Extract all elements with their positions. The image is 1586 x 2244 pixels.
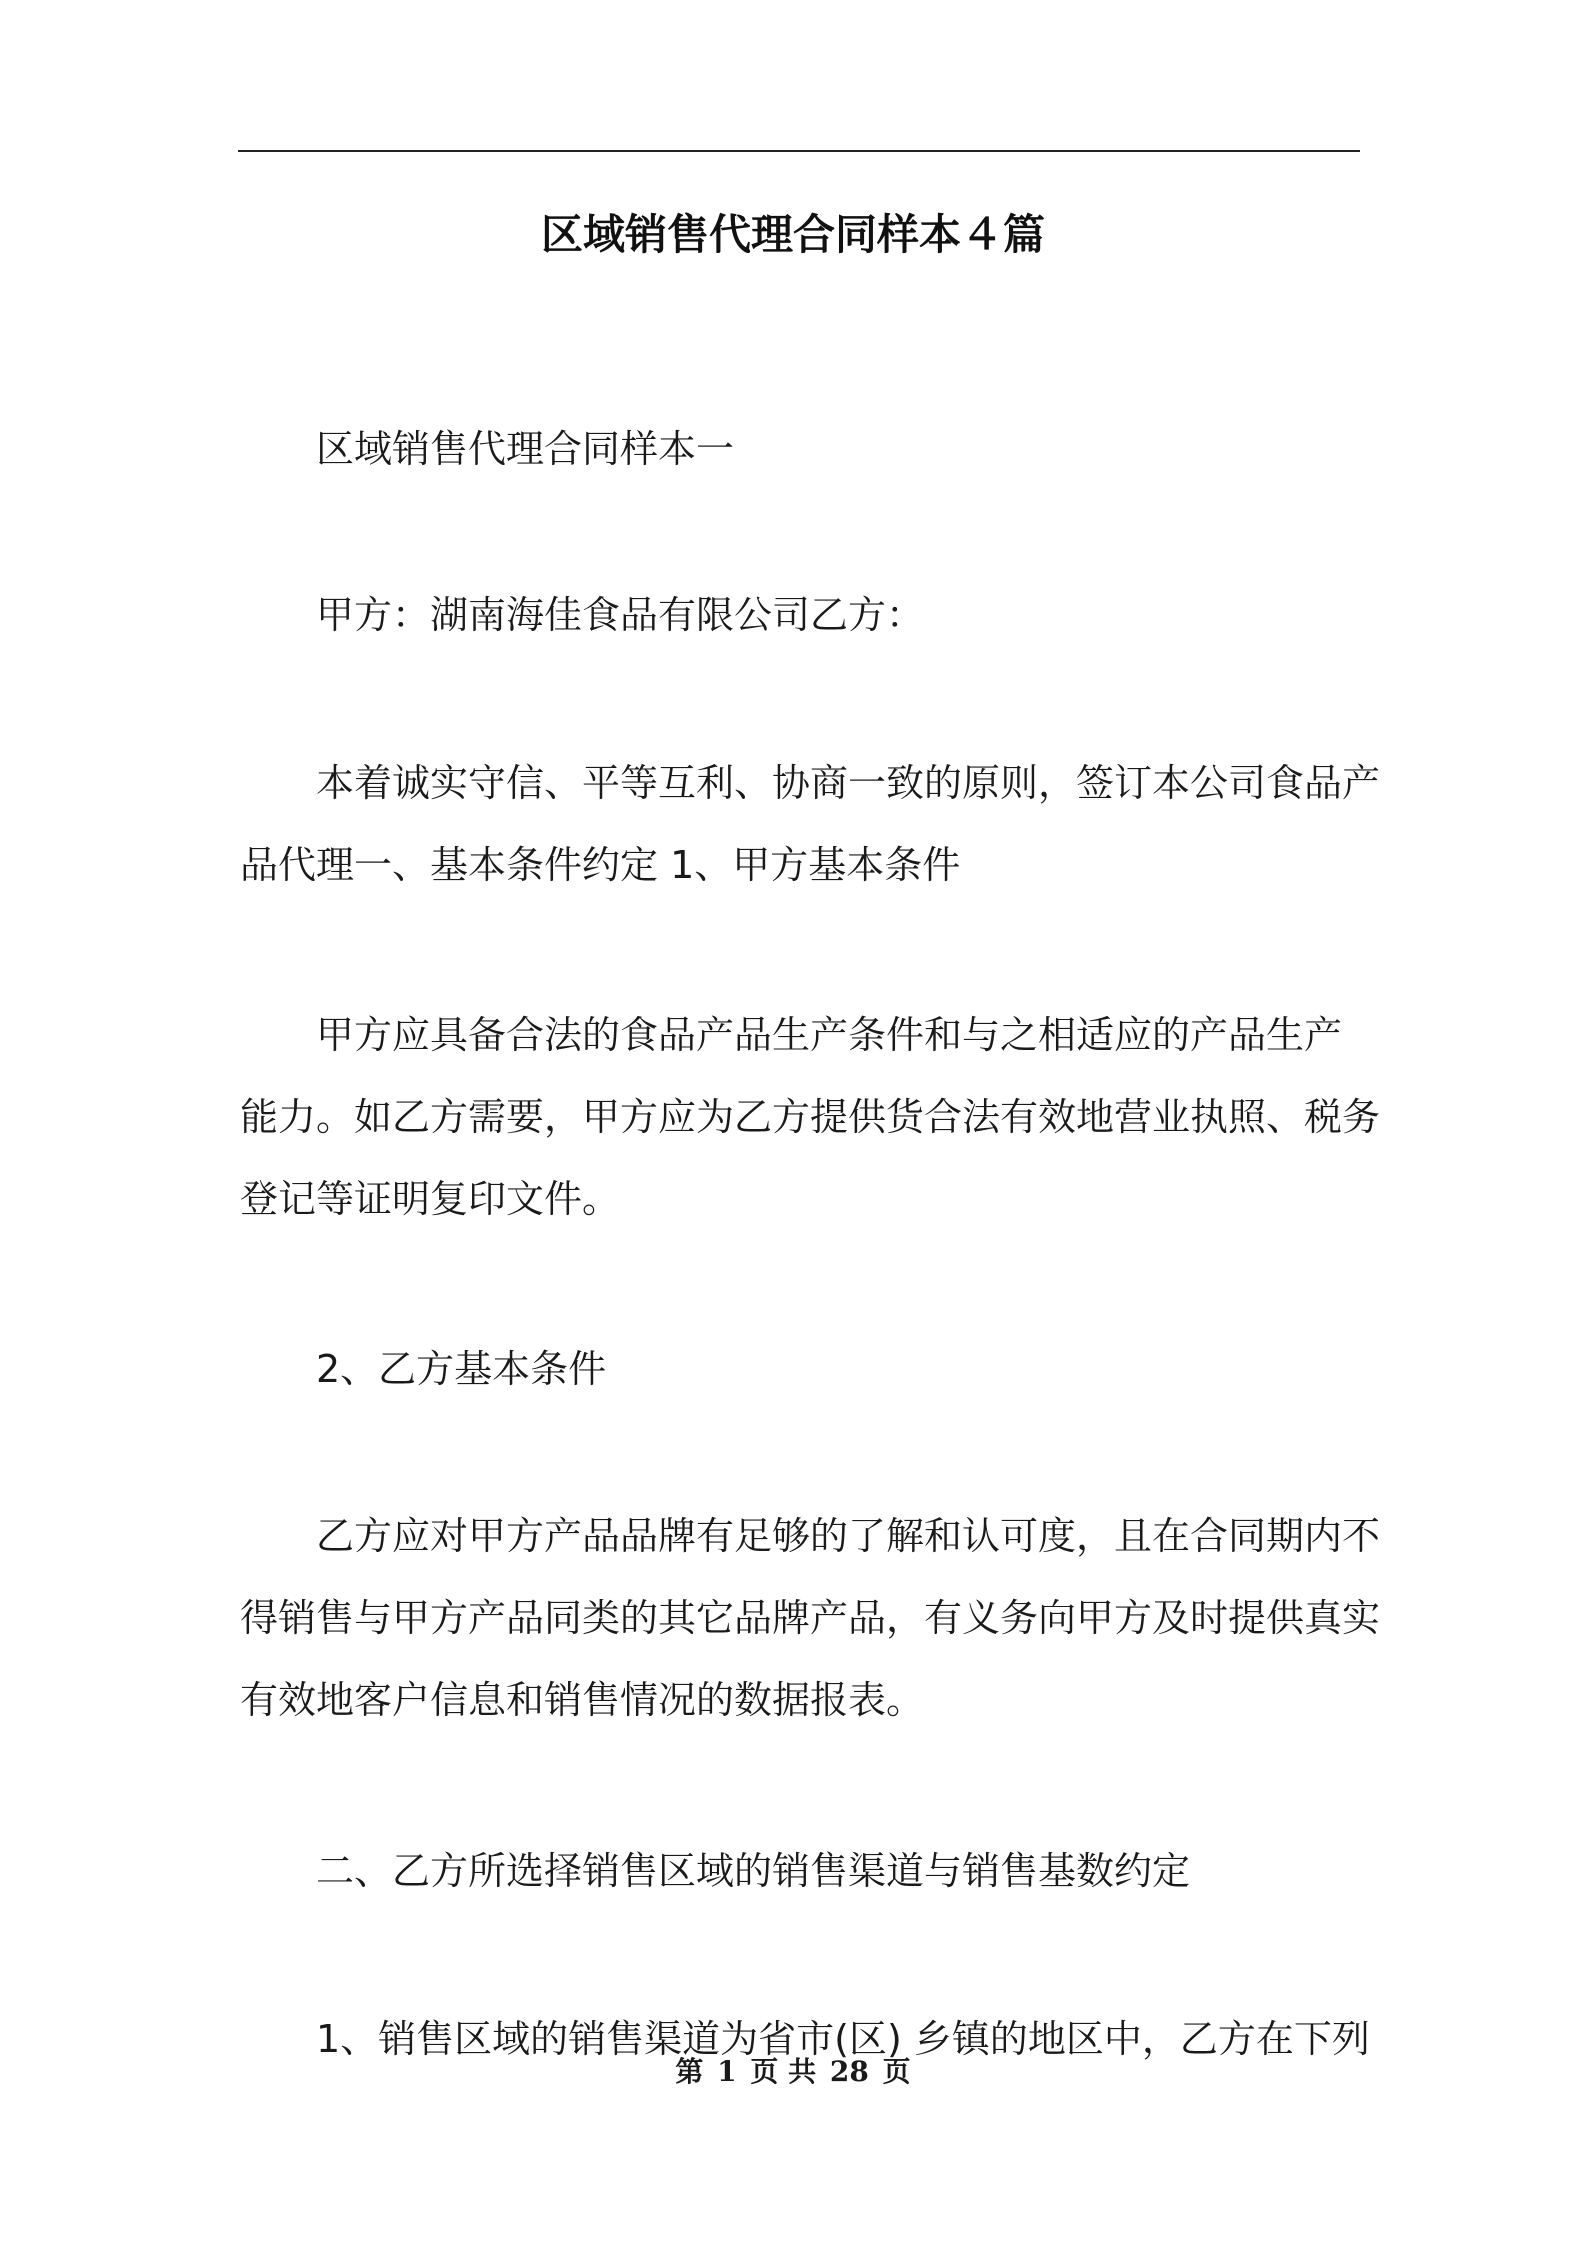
paragraph-line: 区域销售代理合同样本一: [316, 427, 735, 471]
footer-total-pages: 28: [829, 2055, 869, 2088]
paragraph-line: 登记等证明复印文件。: [240, 1177, 621, 1221]
page-number-footer: [0, 2052, 1586, 2092]
paragraph-line: 品代理一、基本条件约定 1、甲方基本条件: [240, 843, 961, 887]
paragraph-parties: [240, 574, 1360, 656]
paragraph-line: 本着诚实守信、平等互利、协商一致的原则，签订本公司食品产: [316, 761, 1381, 805]
paragraph-party-b-heading: [240, 1328, 1360, 1410]
footer-middle: 页 共: [750, 2055, 817, 2088]
footer-prefix: 第: [675, 2055, 704, 2088]
footer-current-page: 1: [717, 2055, 737, 2088]
paragraph-line: 甲方应具备合法的食品产品生产条件和与之相适应的产品生产: [316, 1013, 1343, 1057]
paragraph-line: 二、乙方所选择销售区域的销售渠道与销售基数约定: [316, 1849, 1191, 1893]
paragraph-line: 甲方：湖南海佳食品有限公司乙方：: [316, 593, 925, 637]
paragraph-party-b-conditions: [240, 1495, 1381, 1741]
paragraph-line: 得销售与甲方产品同类的其它品牌产品，有义务向甲方及时提供真实: [240, 1596, 1381, 1640]
paragraph-section-two-heading: [240, 1830, 1360, 1912]
paragraph-line: 乙方应对甲方产品品牌有足够的了解和认可度，且在合同期内不: [316, 1514, 1381, 1558]
paragraph-section-heading-1: [240, 408, 1360, 490]
paragraph-line: 1、销售区域的销售渠道为省市(区) 乡镇的地区中，乙方在下列: [316, 2017, 1370, 2061]
paragraph-line: 能力。如乙方需要，甲方应为乙方提供货合法有效地营业执照、税务: [240, 1095, 1381, 1139]
paragraph-party-a-conditions: [240, 994, 1381, 1240]
header-rule: [238, 150, 1360, 152]
footer-suffix: 页: [882, 2055, 911, 2088]
document-title: 区域销售代理合同样本４篇: [540, 210, 1045, 259]
paragraph-principles: [240, 742, 1381, 906]
paragraph-line: 2、乙方基本条件: [316, 1347, 607, 1391]
paragraph-line: 有效地客户信息和销售情况的数据报表。: [240, 1678, 925, 1722]
